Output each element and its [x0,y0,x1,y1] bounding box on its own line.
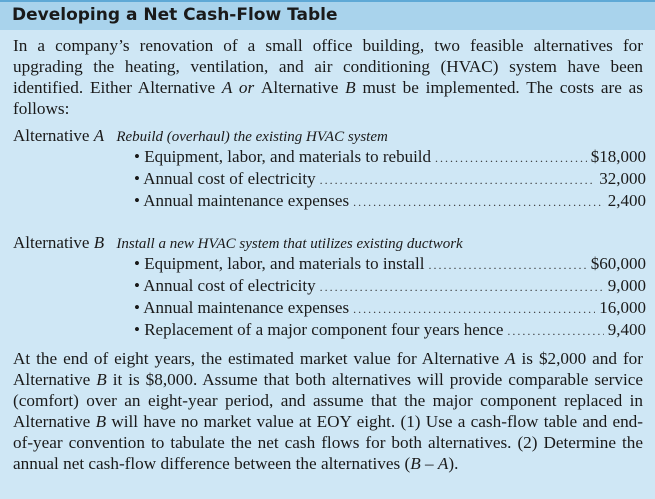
cost-value: $60,000 [590,254,646,273]
cost-value: 32,000 [599,169,646,188]
closing-text-4: will have no market value at EOY eight. (1) Use a cash-flow table and end-of-year convention to tabulate the net cash flows for both alternatives. (2) Determine the annual net cash-flow difference between the alternatives ( [13,412,643,473]
cost-value: 9,400 [607,320,646,339]
leader-dots [435,151,587,166]
problem-paragraph [13,348,643,474]
intro-text-2: Alternative [261,78,346,97]
leader-dots [320,173,596,188]
closing-alt-b: B [410,454,421,473]
leader-dots [320,280,604,295]
cost-value: 9,000 [607,276,646,295]
alternative-a-cost-list [134,147,646,213]
closing-alt-b: B [96,370,107,389]
cost-row [134,298,646,320]
cost-row [134,169,646,191]
intro-alt-a: A [221,78,233,97]
page-title: Developing a Net Cash-Flow Table [12,5,338,25]
cost-row [134,191,646,213]
closing-text-2: is $2,000 and for Alternative [13,349,643,389]
cost-row [134,254,646,276]
leader-dots [353,302,595,317]
closing-text-1: At the end of eight years, the estimated market value for Alternative [13,349,506,368]
cost-label: • Replacement of a major component four years hence [134,320,504,339]
cost-label: • Equipment, labor, and materials to install [134,254,425,273]
leader-dots [353,195,604,210]
closing-alt-b: B [95,412,107,431]
alternative-b-heading [13,233,463,253]
cost-row [134,276,646,298]
intro-or: or [232,78,262,97]
alternative-b-cost-list [134,254,646,342]
cost-label: • Equipment, labor, and materials to rebuild [134,147,432,166]
closing-alt-a: A [437,454,449,473]
header-bar [0,2,655,30]
cost-label: • Annual cost of electricity [134,276,316,295]
intro-paragraph [13,35,643,119]
cost-label: • Annual cost of electricity [134,169,316,188]
cost-value: $18,000 [590,147,646,166]
closing-text-5: – [420,454,438,473]
alternative-b-letter: B [93,233,105,252]
leader-dots [428,258,586,273]
cost-value: 2,400 [607,191,646,210]
cost-row [134,147,646,169]
alternative-a-label: Alternative [13,126,90,145]
cost-label: • Annual maintenance expenses [134,191,350,210]
cost-value: 16,000 [599,298,646,317]
closing-text-3: it is $8,000. Assume that both alternatives will provide comparable service (comfort) over an eight-year period, and assume that the major component replaced in Alternative [13,370,644,431]
alternative-a-heading [13,126,388,146]
intro-text-3: must be implemented. The costs are as follows: [13,78,643,118]
leader-dots [507,324,603,339]
cost-label: • Annual maintenance expenses [134,298,350,317]
closing-alt-a: A [505,349,516,368]
cost-row [134,320,646,342]
alternative-b-label: Alternative [13,233,90,252]
closing-text-6: ). [448,454,459,473]
intro-text-1: In a company’s renovation of a small office building, two feasible alternatives for upgrading the heating, ventilation, and air conditioning (HVAC) system have been identified. Either Alternative [13,36,643,97]
alternative-b-description: Install a new HVAC system that utilizes existing ductwork [116,236,463,252]
alternative-a-description: Rebuild (overhaul) the existing HVAC system [116,129,388,145]
alternative-a-letter: A [93,126,105,145]
intro-alt-b: B [345,78,356,97]
